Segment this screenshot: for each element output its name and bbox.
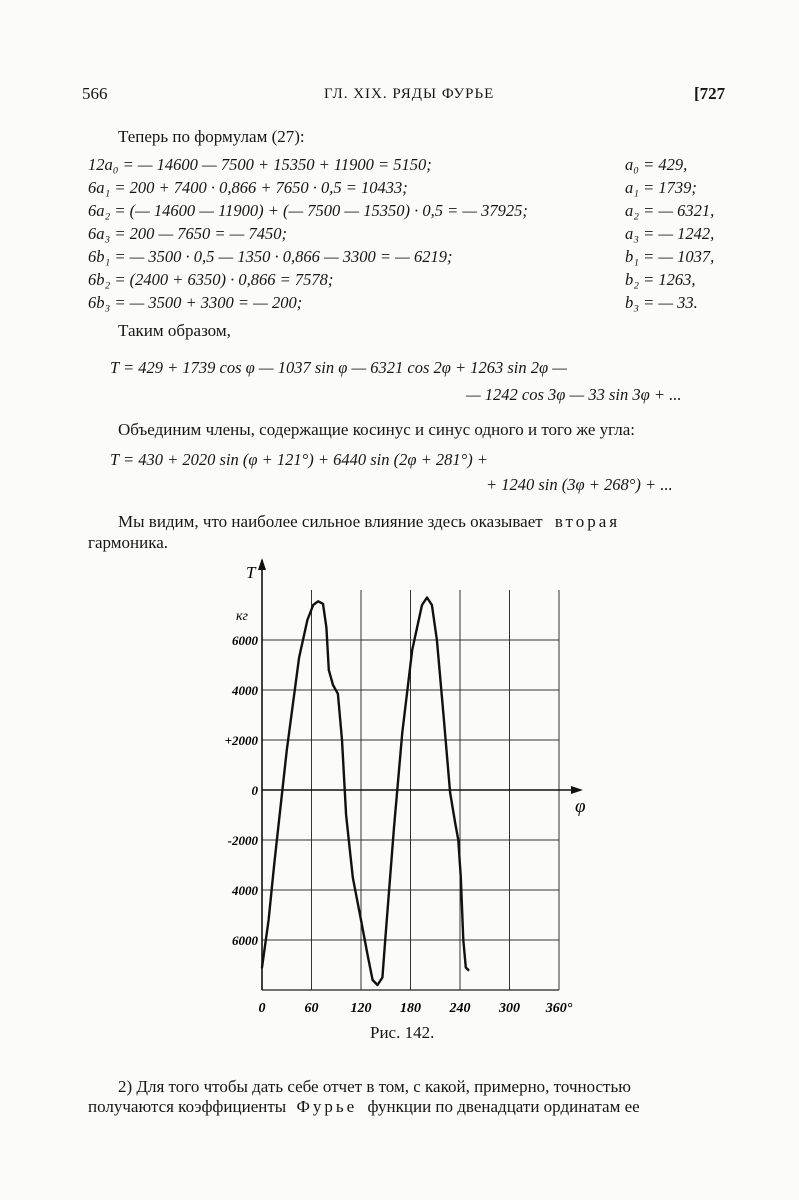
y-axis-label: T <box>246 563 256 582</box>
x-axis-label: φ <box>575 796 586 817</box>
y-tick-label: 4000 <box>232 883 258 898</box>
conclusion-main: Мы видим, что наиболее сильное влияние здесь оказывает <box>118 512 543 531</box>
y-tick-label: 6000 <box>232 933 258 948</box>
x-tick-label: 300 <box>499 1001 520 1016</box>
equation-result: b₃ = — 33. <box>625 293 698 312</box>
x-axis-arrow <box>571 786 583 794</box>
thus-text: Таким образом, <box>118 321 231 340</box>
unit-label: кг <box>236 609 249 624</box>
equation-left: 6a₁ = 200 + 7400 · 0,866 + 7650 · 0,5 = 10433; <box>88 178 408 197</box>
y-tick-label: +2000 <box>224 733 258 748</box>
equation-row <box>88 155 728 177</box>
section-number: [727 <box>694 84 726 103</box>
bottom-line-2c: функции по двенадцати ординатам ее <box>367 1097 640 1116</box>
series-line <box>262 598 468 986</box>
x-tick-label: 0 <box>258 1001 266 1016</box>
intro-text: Теперь по формулам (27): <box>118 127 305 146</box>
equation-result: a₂ = — 6321, <box>625 201 715 220</box>
conclusion-text <box>118 512 620 532</box>
equation-result: a₃ = — 1242, <box>625 224 715 243</box>
formula-2-line-1: T = 430 + 2020 sin (φ + 121°) + 6440 sin (2φ + 281°) + <box>110 450 489 469</box>
equation-row <box>88 178 728 200</box>
equation-left: 6b₂ = (2400 + 6350) · 0,866 = 7578; <box>88 270 334 289</box>
y-tick-label: 4000 <box>232 683 258 698</box>
equation-row <box>88 293 728 315</box>
equation-row <box>88 224 728 246</box>
equation-left: 12a₀ = — 14600 — 7500 + 15350 + 11900 = 5150; <box>88 155 432 174</box>
bottom-line-2b: Фурье <box>296 1097 358 1116</box>
equation-left: 6a₃ = 200 — 7650 = — 7450; <box>88 224 287 243</box>
equation-row <box>88 201 728 223</box>
x-tick-label: 60 <box>304 1001 319 1016</box>
equation-row <box>88 247 728 269</box>
conclusion-emphasis: вторая <box>554 512 621 531</box>
formula-1-line-2: — 1242 cos 3φ — 33 sin 3φ + ... <box>466 385 682 404</box>
x-tick-label: 120 <box>350 1001 372 1016</box>
x-tick-label: 180 <box>400 1001 421 1016</box>
equation-result: a₀ = 429, <box>625 155 688 174</box>
x-tick-label: 360° <box>545 1001 573 1016</box>
bottom-line-2a: получаются коэффициенты <box>88 1097 287 1116</box>
formula-2-line-2: + 1240 sin (3φ + 268°) + ... <box>486 475 673 494</box>
equation-result: a₁ = 1739; <box>625 178 697 197</box>
equation-left: 6b₃ = — 3500 + 3300 = — 200; <box>88 293 303 312</box>
equation-left: 6a₂ = (— 14600 — 11900) + (— 7500 — 15350) · 0,5 = — 37925; <box>88 201 528 220</box>
figure-caption: Рис. 142. <box>370 1023 435 1042</box>
conclusion-line-2: гармоника. <box>88 533 169 552</box>
y-axis-arrow <box>258 558 266 570</box>
y-tick-label: -2000 <box>227 833 258 848</box>
x-tick-label: 240 <box>449 1001 471 1016</box>
combine-text: Объединим члены, содержащие косинус и синус одного и того же угла: <box>118 420 636 439</box>
chapter-title: ГЛ. XIX. РЯДЫ ФУРЬЕ <box>324 86 495 102</box>
y-tick-label: 6000 <box>232 633 258 648</box>
bottom-line-2 <box>88 1097 640 1117</box>
fourier-chart <box>222 556 586 1026</box>
page-number: 566 <box>82 84 108 103</box>
formula-1-line-1: T = 429 + 1739 cos φ — 1037 sin φ — 6321 cos 2φ + 1263 sin 2φ — <box>110 358 567 377</box>
y-tick-label: 0 <box>251 783 258 798</box>
equation-result: b₁ = — 1037, <box>625 247 715 266</box>
bottom-line-1: 2) Для того чтобы дать себе отчет в том, с какой, примерно, точностью <box>118 1077 631 1096</box>
equation-left: 6b₁ = — 3500 · 0,5 — 1350 · 0,866 — 3300 = — 6219; <box>88 247 453 266</box>
equation-row <box>88 270 728 292</box>
equation-result: b₂ = 1263, <box>625 270 696 289</box>
